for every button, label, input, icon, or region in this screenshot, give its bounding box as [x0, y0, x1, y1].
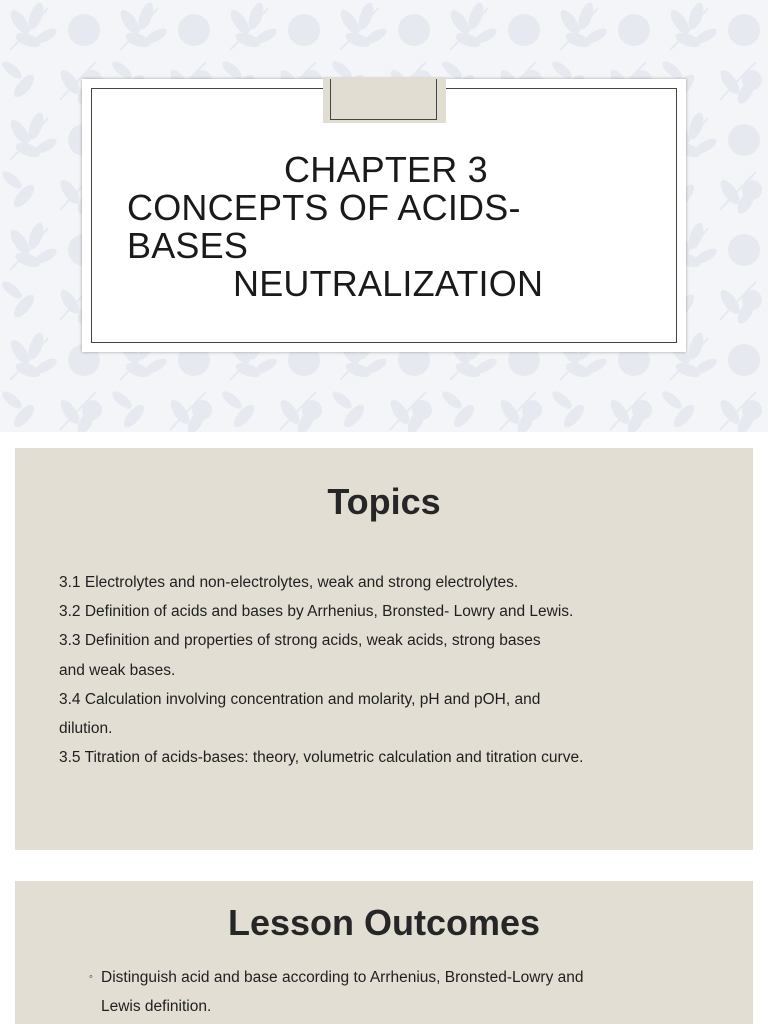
list-item: 3.4 Calculation involving concentration and molarity, pH and pOH, and — [59, 690, 541, 708]
list-item: 3.3 Definition and properties of strong acids, weak acids, strong bases — [59, 632, 541, 650]
slide-title — [127, 151, 647, 303]
topics-heading: Topics — [327, 481, 441, 522]
title-line-bases: BASES — [127, 225, 249, 266]
bullet-icon: ◦ — [89, 971, 93, 983]
topics-list — [59, 568, 739, 772]
title-card — [82, 79, 686, 352]
lesson-outcomes-slide — [15, 881, 753, 1024]
title-slide — [0, 0, 768, 432]
list-item: dilution. — [59, 720, 113, 738]
list-item — [90, 992, 710, 1021]
title-line-neutralization: NEUTRALIZATION — [233, 263, 544, 304]
list-item: 3.1 Electrolytes and non-electrolytes, weak and strong electrolytes. — [59, 574, 519, 591]
outcomes-list — [90, 963, 710, 1021]
title-card-tab-frame — [330, 79, 437, 120]
list-item — [90, 963, 710, 992]
lesson-outcomes-heading: Lesson Outcomes — [227, 902, 541, 943]
topics-slide — [15, 448, 753, 850]
list-item: 3.5 Titration of acids-bases: theory, volumetric calculation and titration curve. — [59, 749, 584, 767]
title-line-chapter: CHAPTER 3 — [284, 149, 488, 190]
outcome-text: Lewis definition. — [101, 998, 212, 1015]
list-item: and weak bases. — [59, 661, 176, 679]
outcome-text: Distinguish acid and base according to Arrhenius, Bronsted-Lowry and — [101, 969, 584, 986]
list-item: 3.2 Definition of acids and bases by Arrhenius, Bronsted- Lowry and Lewis. — [59, 603, 574, 621]
title-line-concepts: CONCEPTS OF ACIDS- — [127, 187, 521, 228]
